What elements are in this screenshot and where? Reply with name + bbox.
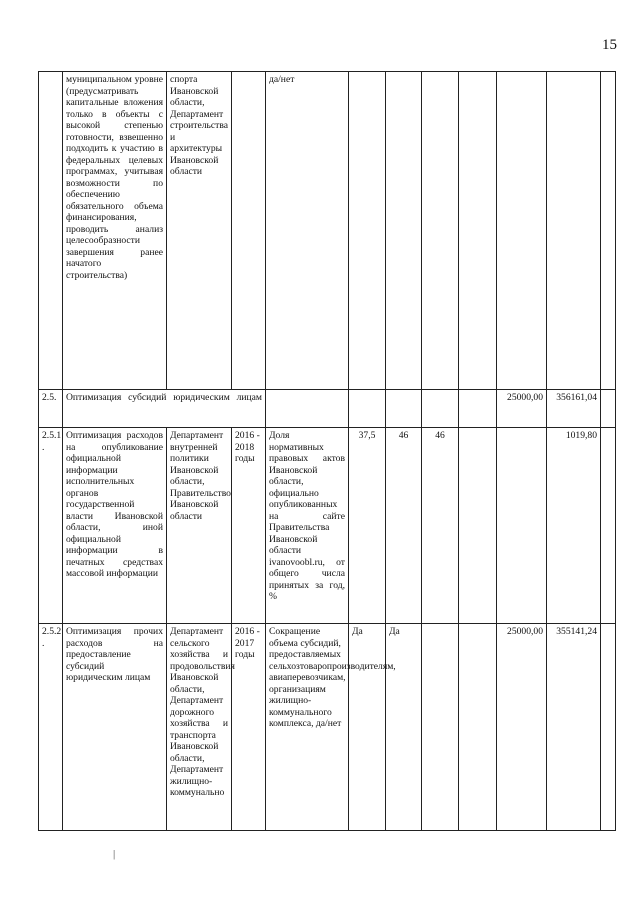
cell-value-1 (349, 72, 386, 390)
cell-value-2: 46 (386, 428, 422, 624)
cell-value-3 (422, 72, 459, 390)
cell-num: 2.5. (39, 390, 63, 428)
cell-value-1 (349, 390, 386, 428)
cell-num: 2.5.1 . (39, 428, 63, 624)
cell-value-7 (601, 624, 616, 831)
cell-value-3 (422, 624, 459, 831)
cell-value-6: 355141,24 (547, 624, 601, 831)
cell-value-5: 25000,00 (497, 390, 547, 428)
cell-value-2 (386, 72, 422, 390)
cell-value-7 (601, 72, 616, 390)
cell-section-title: Оптимизация субсидий юридическим лицам (63, 390, 266, 428)
cell-value-3: 46 (422, 428, 459, 624)
cell-indicator: Доля нормативных правовых актов Ивановской области, официально опубликованных на сайте Правительства Ивановской области ivanovoobl.ru, от общего числа принятых за год, % (266, 428, 349, 624)
scan-mark: | (113, 848, 116, 860)
cell-executor: Департамент сельского хозяйства и продовольствия Ивановской области, Департамент дорожного хозяйства и транспорта Ивановской области, Департамент жилищно-коммунально (167, 624, 232, 831)
table-row (39, 428, 616, 624)
table-row (39, 624, 616, 831)
cell-indicator: Сокращение объема субсидий, предоставляемых сельхозтоваропроизводителям, авиаперевозчикам, организациям жилищно-коммунального комплекса, да/нет (266, 624, 349, 831)
cell-value-5 (497, 428, 547, 624)
cell-value-4 (459, 624, 497, 831)
cell-measure-name: муниципальном уровне (предусматривать капитальные вложения только в объекты с высокой степенью готовности, взвешенно подходить к участию в федеральных целевых программах, учитывая возможности по обеспечению обязательного объема финансирования, проводить анализ целесообразности завершения ранее начатого строительства) (63, 72, 167, 390)
cell-value-7 (601, 390, 616, 428)
cell-value-6: 356161,04 (547, 390, 601, 428)
cell-value-4 (459, 428, 497, 624)
cell-value-7 (601, 428, 616, 624)
table-row (39, 390, 616, 428)
cell-value-5: 25000,00 (497, 624, 547, 831)
cell-value-4 (459, 390, 497, 428)
cell-value-1: 37,5 (349, 428, 386, 624)
cell-indicator (266, 390, 349, 428)
measures-table (38, 71, 616, 831)
cell-num: 2.5.2 . (39, 624, 63, 831)
cell-value-6: 1019,80 (547, 428, 601, 624)
cell-executor: спорта Ивановской области, Департамент строительства и архитектуры Ивановской области (167, 72, 232, 390)
cell-term: 2016 - 2018 годы (232, 428, 266, 624)
cell-executor: Департамент внутренней политики Ивановской области, Правительство Ивановской области (167, 428, 232, 624)
cell-measure-name: Оптимизация прочих расходов на предоставление субсидий юридическим лицам (63, 624, 167, 831)
cell-value-2: Да (386, 624, 422, 831)
cell-term (232, 72, 266, 390)
cell-value-4 (459, 72, 497, 390)
cell-value-2 (386, 390, 422, 428)
cell-indicator: да/нет (266, 72, 349, 390)
cell-num (39, 72, 63, 390)
cell-measure-name: Оптимизация расходов на опубликование официальной информации исполнительных органов государственной власти Ивановской области, иной официальной информации в печатных средствах массовой информации (63, 428, 167, 624)
table-row (39, 72, 616, 390)
page-number: 15 (602, 37, 617, 53)
cell-value-5 (497, 72, 547, 390)
cell-term: 2016 - 2017 годы (232, 624, 266, 831)
cell-value-3 (422, 390, 459, 428)
cell-value-6 (547, 72, 601, 390)
cell-value-1: Да (349, 624, 386, 831)
